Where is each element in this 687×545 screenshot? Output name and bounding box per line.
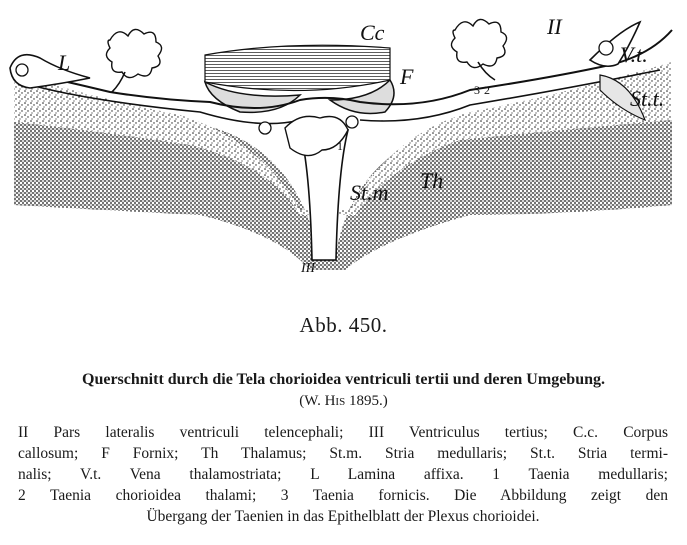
legend-line: nalis; V.t. Vena thalamostriata; L Lamina affixa. 1 Taenia medullaris;: [18, 466, 668, 483]
label-II: II: [547, 14, 562, 39]
label-2: 2: [484, 83, 490, 97]
label-Stt: St.t.: [630, 86, 665, 111]
figure-legend: [18, 422, 668, 527]
caption-title: Querschnitt durch die Tela chorioidea ventriculi tertii und deren Umgebung.: [82, 371, 605, 388]
caption-source-author: His: [324, 393, 346, 409]
label-3: 3: [474, 83, 480, 97]
vena-left: [16, 64, 28, 76]
legend-line: Übergang der Taenien in das Epithelblatt der Plexus chorioidei.: [146, 508, 540, 525]
label-1: 1: [337, 139, 343, 153]
label-L: L: [58, 50, 71, 75]
legend-line: callosum; F Fornix; Th Thalamus; St.m. Stria medullaris; St.t. Stria termi-: [18, 445, 668, 462]
legend-line: II Pars lateralis ventriculi telencephali; III Ventriculus tertius; C.c. Corpus: [18, 424, 668, 441]
vessel-right: [346, 116, 358, 128]
caption-source-close: 1895.): [345, 393, 388, 409]
label-Th: Th: [420, 168, 444, 193]
label-Cc: Cc: [360, 20, 385, 45]
caption-source: [0, 393, 687, 410]
label-Stm: St.m: [350, 180, 389, 205]
plexus-right: [451, 19, 506, 67]
label-Vt: V.t.: [620, 42, 648, 67]
caption-source-open: (W.: [299, 393, 325, 409]
legend-line: 2 Taenia chorioidea thalami; 3 Taenia fornicis. Die Abbildung zeigt den: [18, 487, 668, 504]
figure-number: Abb. 450.: [299, 313, 388, 337]
plexus-stalk-left: [112, 72, 125, 92]
label-F: F: [400, 64, 414, 89]
plexus-left: [106, 29, 161, 77]
vessel-left: [259, 122, 271, 134]
vena-right: [599, 41, 613, 55]
corpus-callosum: [205, 45, 390, 90]
label-III: III: [301, 261, 315, 276]
